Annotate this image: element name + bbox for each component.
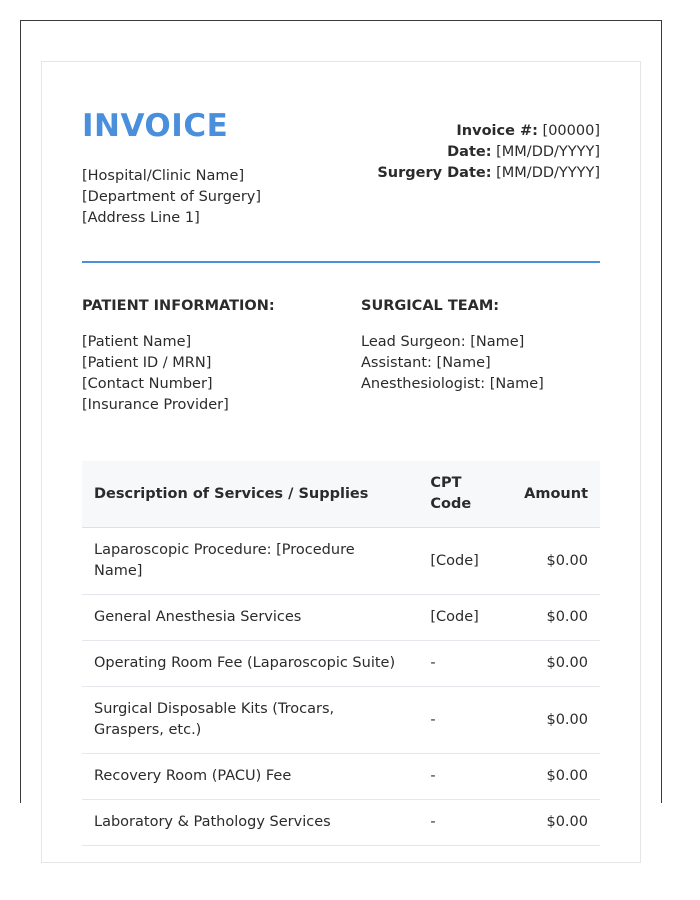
lead-surgeon: Lead Surgeon: [Name] (361, 334, 525, 350)
invoice-meta-block (377, 121, 600, 184)
hospital-name: [Hospital/Clinic Name] (82, 168, 245, 184)
row-amount: $0.00 (512, 528, 600, 595)
hospital-department: [Department of Surgery] (82, 189, 262, 205)
surgical-team-heading: SURGICAL TEAM: (361, 298, 500, 314)
row-cpt-code: - (418, 800, 512, 846)
invoice-number-value: [00000] (537, 123, 600, 139)
header-amount: Amount (512, 461, 600, 528)
invoice-date-label: Date: (447, 144, 492, 160)
anesthesiologist: Anesthesiologist: [Name] (361, 376, 544, 392)
services-table (82, 461, 600, 846)
services-table-body (82, 528, 600, 846)
table-row (82, 595, 600, 641)
patient-name: [Patient Name] (82, 334, 192, 350)
row-cpt-code: [Code] (418, 528, 512, 595)
row-description: Laboratory & Pathology Services (82, 800, 418, 846)
row-amount: $0.00 (512, 800, 600, 846)
row-description: Operating Room Fee (Laparoscopic Suite) (82, 641, 418, 687)
invoice-number-label: Invoice #: (456, 123, 538, 139)
header-divider (82, 261, 600, 263)
invoice-date-value: [MM/DD/YYYY] (491, 144, 600, 160)
invoice-header (82, 106, 600, 262)
invoice-title: INVOICE (82, 108, 229, 144)
patient-information (82, 296, 275, 416)
surgical-team-lines (361, 332, 544, 395)
patient-insurance: [Insurance Provider] (82, 397, 229, 413)
row-cpt-code: [Code] (418, 595, 512, 641)
patient-info-heading: PATIENT INFORMATION: (82, 298, 275, 314)
surgical-team (361, 296, 544, 395)
header-description: Description of Services / Supplies (82, 461, 418, 528)
document-viewport (20, 20, 662, 830)
table-row (82, 800, 600, 846)
row-description: Laparoscopic Procedure: [Procedure Name] (82, 528, 418, 595)
invoice-number-row (377, 121, 600, 142)
invoice-date-row (377, 142, 600, 163)
row-description: Recovery Room (PACU) Fee (82, 754, 418, 800)
invoice-content (82, 106, 600, 830)
row-amount: $0.00 (512, 595, 600, 641)
row-cpt-code: - (418, 754, 512, 800)
row-cpt-code: - (418, 641, 512, 687)
surgery-date-row (377, 163, 600, 184)
row-amount: $0.00 (512, 754, 600, 800)
hospital-address-line: [Address Line 1] (82, 210, 200, 226)
table-row (82, 641, 600, 687)
services-table-head (82, 461, 600, 528)
table-header-row (82, 461, 600, 528)
table-row (82, 754, 600, 800)
patient-id: [Patient ID / MRN] (82, 355, 212, 371)
row-amount: $0.00 (512, 641, 600, 687)
hospital-address-block (82, 166, 261, 229)
row-description: General Anesthesia Services (82, 595, 418, 641)
header-cpt-code: CPT Code (418, 461, 512, 528)
patient-contact: [Contact Number] (82, 376, 213, 392)
table-row (82, 687, 600, 754)
row-amount: $0.00 (512, 687, 600, 754)
services-table-wrap (82, 461, 600, 846)
surgery-date-value: [MM/DD/YYYY] (491, 165, 600, 181)
assistant: Assistant: [Name] (361, 355, 491, 371)
row-description: Surgical Disposable Kits (Trocars, Graspers, etc.) (82, 687, 418, 754)
invoice-page (41, 61, 641, 863)
patient-info-lines (82, 332, 275, 416)
surgery-date-label: Surgery Date: (377, 165, 492, 181)
table-row (82, 528, 600, 595)
row-cpt-code: - (418, 687, 512, 754)
